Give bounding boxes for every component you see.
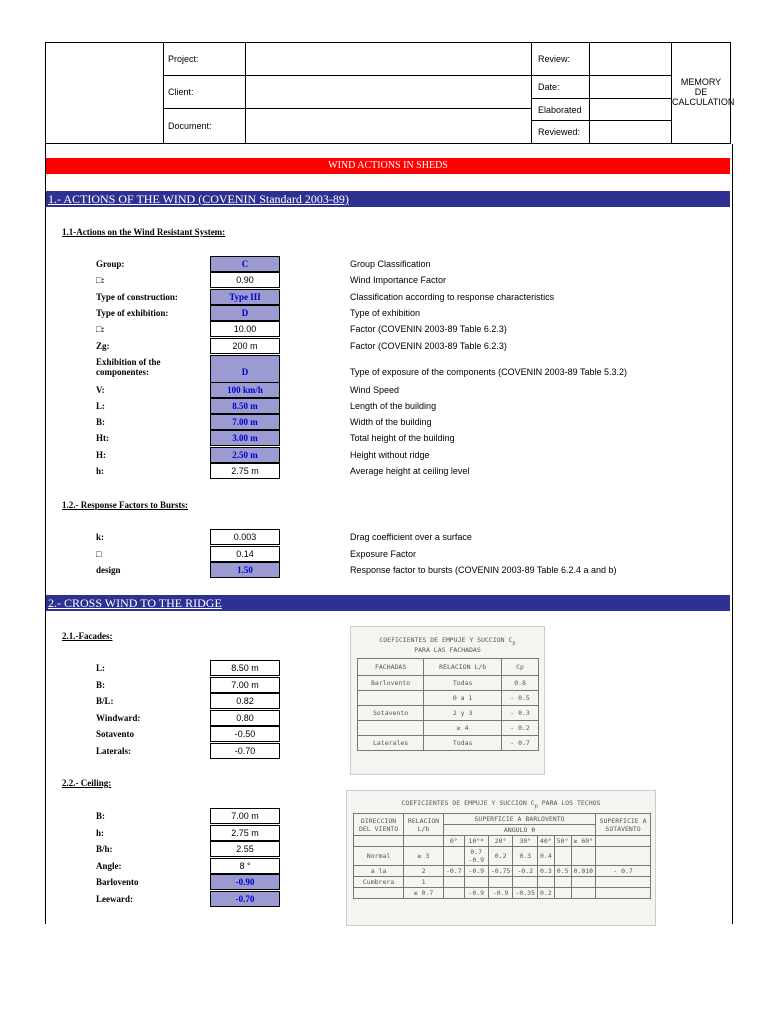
param-row-12-value: 2.75 m bbox=[210, 463, 280, 479]
logo-cell bbox=[46, 43, 164, 143]
table1-cell bbox=[358, 691, 424, 706]
table2-cell bbox=[554, 847, 571, 866]
subsection-1-2: 1.2.- Response Factors to Bursts: bbox=[62, 500, 188, 510]
param-row-5-description: Factor (COVENIN 2003-89 Table 6.2.3) bbox=[350, 341, 507, 351]
table2-cell: -0.9 bbox=[464, 888, 488, 899]
document-label: Document: bbox=[164, 109, 246, 143]
facade-row-5-value: -0.70 bbox=[210, 743, 280, 759]
memory-of-calculation bbox=[672, 43, 735, 143]
document-value bbox=[246, 109, 532, 143]
param-row-4-label: □: bbox=[96, 324, 105, 334]
reviewed-label: Reviewed: bbox=[532, 121, 590, 143]
date-value bbox=[590, 76, 672, 99]
ceiling-row-3-label: Angle: bbox=[96, 860, 122, 871]
burst-row-1-value: 0.14 bbox=[210, 546, 280, 562]
param-row-0-label: Group: bbox=[96, 259, 125, 269]
param-row-1-value: 0.90 bbox=[210, 272, 280, 288]
roof-coefficients-table bbox=[353, 813, 651, 899]
table2-header-direction: DIRECCION DEL VIENTO bbox=[354, 814, 404, 836]
table2-angle: 50° bbox=[554, 836, 571, 847]
subsection-2-2: 2.2.- Ceiling: bbox=[62, 778, 112, 788]
param-row-11-description: Height without ridge bbox=[350, 450, 430, 460]
table1-cell: Laterales bbox=[358, 736, 424, 751]
table1-cell: - 0.2 bbox=[502, 721, 539, 736]
param-row-2-input[interactable]: Type III bbox=[210, 289, 280, 305]
table2-cell bbox=[596, 877, 651, 888]
table1-cell: 0.8 bbox=[502, 676, 539, 691]
table1-cell bbox=[358, 721, 424, 736]
table1-header: Cp bbox=[502, 659, 539, 676]
elaborated-label: Elaborated bbox=[532, 99, 590, 121]
param-row-0-input[interactable]: C bbox=[210, 256, 280, 272]
param-row-6-description: Type of exposure of the components (COVENIN 2003-89 Table 5.3.2) bbox=[350, 367, 627, 377]
table2-cell bbox=[571, 847, 596, 866]
param-row-5-label: Zg: bbox=[96, 341, 110, 351]
table1-cell: - 0.5 bbox=[502, 691, 539, 706]
table2-angle: ≥ 60° bbox=[571, 836, 596, 847]
burst-row-1-description: Exposure Factor bbox=[350, 549, 417, 559]
param-row-10-label: Ht: bbox=[96, 433, 109, 443]
ceiling-row-4-input[interactable]: -0.90 bbox=[210, 874, 280, 890]
table2-angle: 10°* bbox=[464, 836, 488, 847]
table2-cell bbox=[488, 877, 513, 888]
client-value bbox=[246, 76, 532, 109]
facade-row-3-value: 0.80 bbox=[210, 710, 280, 726]
table2-angle: 0° bbox=[443, 836, 464, 847]
ceiling-row-2-label: B/h: bbox=[96, 844, 113, 854]
param-row-4-value: 10.00 bbox=[210, 321, 280, 337]
table2-cell: 0.5 bbox=[554, 866, 571, 877]
table2-direction-cell bbox=[354, 888, 404, 899]
table2-direction-cell: a la bbox=[354, 866, 404, 877]
table1-header: RELACION L/b bbox=[424, 659, 502, 676]
table2-cell: -0.2 bbox=[513, 866, 538, 877]
memo-line-1: MEMORY bbox=[680, 77, 722, 87]
table2-cell: -0.7 bbox=[443, 866, 464, 877]
project-label: Project: bbox=[164, 43, 246, 76]
table1-cell: ≥ 4 bbox=[424, 721, 502, 736]
table2-cell bbox=[443, 847, 464, 866]
table2-cell bbox=[571, 888, 596, 899]
param-row-6-label: Exhibition of the componentes: bbox=[96, 357, 161, 377]
table2-cell: 0.2 bbox=[488, 847, 513, 866]
facade-row-5-label: Laterals: bbox=[96, 745, 131, 756]
param-row-2-description: Classification according to response characteristics bbox=[350, 292, 555, 302]
facade-row-1-label: B: bbox=[96, 679, 105, 690]
table2-cell bbox=[554, 877, 571, 888]
project-value bbox=[246, 43, 532, 76]
table2-cell: 0.3 bbox=[513, 847, 538, 866]
burst-row-0-value: 0.003 bbox=[210, 529, 280, 545]
burst-row-1-label: □ bbox=[96, 549, 102, 559]
param-row-12-label: h: bbox=[96, 466, 105, 476]
param-row-12-description: Average height at ceiling level bbox=[350, 466, 470, 476]
table1-cell: Todas bbox=[424, 676, 502, 691]
param-row-1-label: □: bbox=[96, 275, 105, 285]
table2-cell: - 0.7 bbox=[596, 866, 651, 877]
facade-row-3-label: Windward: bbox=[96, 712, 141, 723]
roof-coefficients-image bbox=[346, 790, 656, 926]
table2-cell bbox=[596, 847, 651, 866]
table2-cell: 2 bbox=[404, 866, 444, 877]
param-row-7-input[interactable]: 100 km/h bbox=[210, 382, 280, 398]
facade-row-0-value: 8.50 m bbox=[210, 660, 280, 676]
table2-cell bbox=[513, 877, 538, 888]
review-value bbox=[590, 43, 672, 76]
param-row-8-input[interactable]: 8.50 m bbox=[210, 398, 280, 414]
review-label: Review: bbox=[532, 43, 590, 76]
title-bar: WIND ACTIONS IN SHEDS bbox=[46, 158, 730, 174]
table1-caption-2: PARA LAS FACHADAS bbox=[414, 646, 481, 655]
burst-row-2-description: Response factor to bursts (COVENIN 2003-89 Table 6.2.4 a and b) bbox=[350, 565, 617, 575]
param-row-7-label: V: bbox=[96, 385, 105, 395]
param-row-2-label: Type of construction: bbox=[96, 292, 178, 302]
memo-line-3: CALCULATION bbox=[672, 97, 735, 107]
table2-blank bbox=[354, 836, 404, 847]
table2-header-angle: ANGULO θ bbox=[443, 825, 595, 836]
table2-cell: -0.9 bbox=[464, 866, 488, 877]
table1-header: FACHADAS bbox=[358, 659, 424, 676]
param-row-10-input[interactable]: 3.00 m bbox=[210, 430, 280, 446]
table2-cell: 0.7 -0.9 bbox=[464, 847, 488, 866]
table2-cell: 0.4 bbox=[538, 847, 555, 866]
param-row-11-input[interactable]: 2.50 m bbox=[210, 447, 280, 463]
table2-cell bbox=[554, 888, 571, 899]
table2-cell: -0.35 bbox=[513, 888, 538, 899]
table2-angle: 30° bbox=[513, 836, 538, 847]
table2-header-ratio: RELACION L/b bbox=[404, 814, 444, 836]
ceiling-row-1-label: h: bbox=[96, 827, 105, 838]
param-row-11-label: H: bbox=[96, 450, 106, 460]
ceiling-row-5-label: Leeward: bbox=[96, 893, 133, 904]
table2-cell: 0.3 bbox=[538, 866, 555, 877]
ceiling-row-1-value: 2.75 m bbox=[210, 825, 280, 841]
burst-row-0-description: Drag coefficient over a surface bbox=[350, 532, 472, 542]
table2-caption: COEFICIENTES DE EMPUJE Y SUCCION $C_p$ PARA LOS TECHOS bbox=[401, 799, 601, 810]
param-row-6-input[interactable]: D bbox=[210, 355, 280, 389]
table1-cell: 0 a 1 bbox=[424, 691, 502, 706]
table2-cell: 0.2 bbox=[538, 888, 555, 899]
param-row-10-description: Total height of the building bbox=[350, 433, 455, 443]
ceiling-row-3-value: 8 ° bbox=[210, 858, 280, 874]
table2-angle: 20° bbox=[488, 836, 513, 847]
reviewed-value bbox=[590, 121, 672, 143]
burst-row-2-label: design bbox=[96, 565, 121, 575]
table2-blank bbox=[404, 836, 444, 847]
table2-angle: 40° bbox=[538, 836, 555, 847]
param-row-0-description: Group Classification bbox=[350, 259, 431, 269]
burst-row-0-label: k: bbox=[96, 532, 105, 542]
table2-cell bbox=[443, 877, 464, 888]
burst-row-2-input[interactable]: 1.50 bbox=[210, 562, 280, 578]
table2-direction-cell: Normal bbox=[354, 847, 404, 866]
table2-cell: ≤ 0.7 bbox=[404, 888, 444, 899]
table2-cell bbox=[464, 877, 488, 888]
table2-cell: 0.01θ bbox=[571, 866, 596, 877]
table2-blank bbox=[596, 836, 651, 847]
table2-cell: -0.9 bbox=[488, 888, 513, 899]
param-row-7-description: Wind Speed bbox=[350, 385, 400, 395]
table1-cell: Todas bbox=[424, 736, 502, 751]
table2-direction-cell: Cumbrera bbox=[354, 877, 404, 888]
facade-row-2-label: B/L: bbox=[96, 696, 114, 706]
section-2-title: 2.- CROSS WIND TO THE RIDGE bbox=[48, 596, 222, 610]
table2-header-leeward: SUPERFICIE A SOTAVENTO bbox=[596, 814, 651, 836]
facade-coefficients-image bbox=[350, 626, 545, 775]
facade-row-4-value: -0.50 bbox=[210, 726, 280, 742]
section-1-title: 1.- ACTIONS OF THE WIND (COVENIN Standard 2003-89) bbox=[48, 192, 349, 206]
param-row-8-label: L: bbox=[96, 401, 105, 411]
param-row-3-description: Type of exhibition bbox=[350, 308, 421, 318]
facade-coefficients-table bbox=[357, 658, 539, 751]
param-row-5-value: 200 m bbox=[210, 338, 280, 354]
param-row-4-description: Factor (COVENIN 2003-89 Table 6.2.3) bbox=[350, 324, 507, 334]
section-1-header bbox=[46, 191, 730, 207]
facade-row-0-label: L: bbox=[96, 663, 105, 673]
date-label: Date: bbox=[532, 76, 590, 99]
memo-line-2: DE bbox=[694, 87, 708, 97]
table1-cell: Barlovento bbox=[358, 676, 424, 691]
table2-cell: -0.75 bbox=[488, 866, 513, 877]
subsection-1-1: 1.1-Actions on the Wind Resistant System: bbox=[62, 227, 226, 237]
elaborated-value bbox=[590, 99, 672, 121]
param-row-9-description: Width of the building bbox=[350, 417, 432, 427]
document-header bbox=[45, 42, 735, 144]
table1-cell: - 0.3 bbox=[502, 706, 539, 721]
subsection-2-1: 2.1.-Facades: bbox=[62, 631, 113, 641]
client-label: Client: bbox=[164, 76, 246, 109]
table2-cell bbox=[538, 877, 555, 888]
section-2-header bbox=[46, 595, 730, 611]
table2-cell bbox=[571, 877, 596, 888]
table1-cell: Sotavento bbox=[358, 706, 424, 721]
param-row-9-input[interactable]: 7.00 m bbox=[210, 414, 280, 430]
table2-cell: ≥ 3 bbox=[404, 847, 444, 866]
facade-row-1-value: 7.00 m bbox=[210, 677, 280, 693]
ceiling-row-0-label: B: bbox=[96, 811, 105, 821]
ceiling-row-2-value: 2.55 bbox=[210, 841, 280, 857]
table2-cell: 1 bbox=[404, 877, 444, 888]
param-row-3-input[interactable]: D bbox=[210, 305, 280, 321]
ceiling-row-0-value: 7.00 m bbox=[210, 808, 280, 824]
param-row-8-description: Length of the building bbox=[350, 401, 437, 411]
param-row-9-label: B: bbox=[96, 417, 105, 427]
facade-row-2-value: 0.82 bbox=[210, 693, 280, 709]
table1-caption: COEFICIENTES DE EMPUJE Y SUCCION $C_p$ bbox=[379, 636, 516, 647]
ceiling-row-4-label: Barlovento bbox=[96, 877, 139, 887]
ceiling-row-5-input[interactable]: -0.70 bbox=[210, 891, 280, 907]
table1-cell: 2 y 3 bbox=[424, 706, 502, 721]
param-row-1-description: Wind Importance Factor bbox=[350, 275, 447, 285]
facade-row-4-label: Sotavento bbox=[96, 729, 134, 739]
table1-cell: - 0.7 bbox=[502, 736, 539, 751]
table2-cell bbox=[443, 888, 464, 899]
table2-header-windward: SUPERFICIE A BARLOVENTO bbox=[443, 814, 595, 825]
table2-cell bbox=[596, 888, 651, 899]
param-row-3-label: Type of exhibition: bbox=[96, 308, 169, 318]
